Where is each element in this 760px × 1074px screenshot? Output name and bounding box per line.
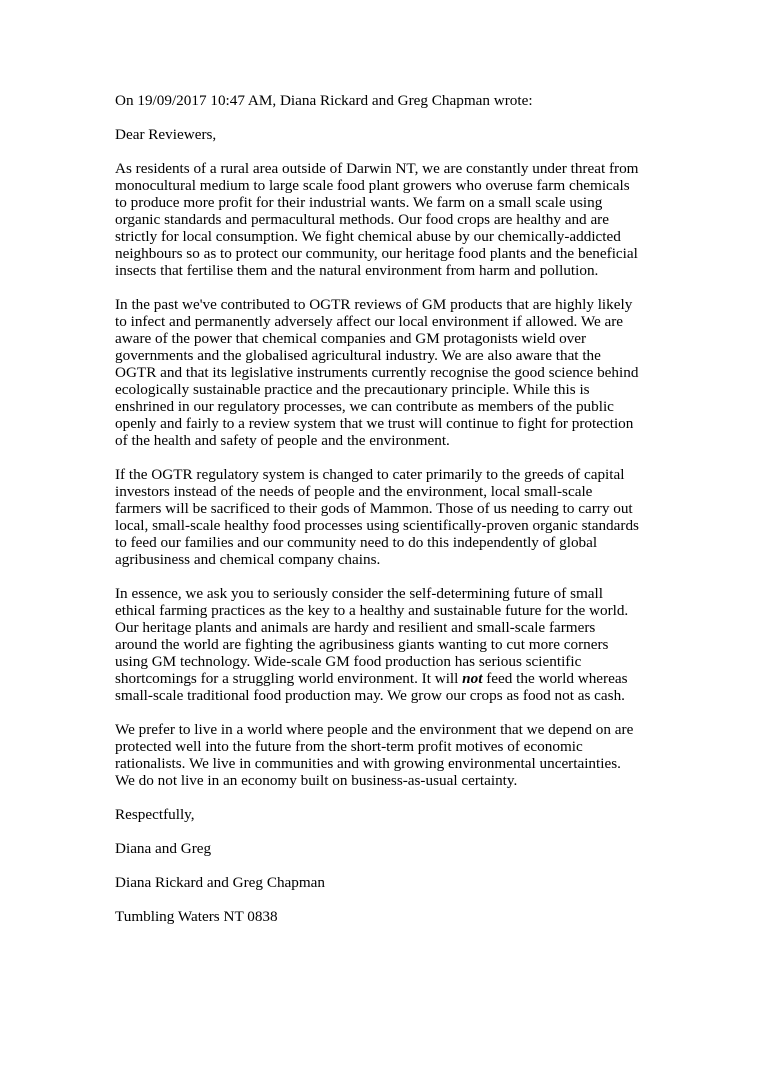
email-header-line: On 19/09/2017 10:47 AM, Diana Rickard and Greg Chapman wrote:	[115, 92, 533, 109]
paragraph-line: If the OGTR regulatory system is changed to cater primarily to the greeds of capital	[115, 466, 625, 483]
salutation: Dear Reviewers,	[115, 126, 217, 143]
full-names: Diana Rickard and Greg Chapman	[115, 874, 326, 891]
paragraph-line: investors instead of the needs of people and the environment, local small-scale	[115, 483, 593, 500]
paragraph-line: ethical farming practices as the key to a healthy and sustainable future for the world.	[115, 602, 629, 619]
paragraph-line: monocultural medium to large scale food plant growers who overuse farm chemicals	[115, 177, 630, 194]
signoff: Diana and Greg	[115, 840, 212, 857]
paragraph-4	[115, 585, 660, 704]
paragraph-1	[115, 160, 660, 279]
paragraph-3	[115, 466, 660, 568]
paragraph-line: Our heritage plants and animals are hardy and resilient and small-scale farmers	[115, 619, 596, 636]
paragraph-line: small-scale traditional food production may. We grow our crops as food not as cash.	[115, 687, 625, 704]
paragraph-line: around the world are fighting the agribusiness giants wanting to cut more corners	[115, 636, 609, 653]
paragraph-line: agribusiness and chemical company chains.	[115, 551, 381, 568]
paragraph-line: aware of the power that chemical companies and GM protagonists wield over	[115, 330, 587, 347]
paragraph-line: strictly for local consumption. We fight chemical abuse by our chemically-addicted	[115, 228, 621, 245]
paragraph-line: organic standards and permacultural methods. Our food crops are healthy and are	[115, 211, 609, 228]
paragraph-line: We prefer to live in a world where people and the environment that we depend on are	[115, 721, 634, 738]
paragraph-line: enshrined in our regulatory processes, we can contribute as members of the public	[115, 398, 614, 415]
paragraph-line: neighbours so as to protect our community, our heritage food plants and the beneficial	[115, 245, 638, 262]
closing: Respectfully,	[115, 806, 195, 823]
paragraph-line: local, small-scale healthy food processes using scientifically-proven organic standards	[115, 517, 639, 534]
line-end: feed the world whereas	[482, 670, 628, 687]
paragraph-line: In essence, we ask you to seriously consider the self-determining future of small	[115, 585, 603, 602]
paragraph-2	[115, 296, 660, 449]
paragraph-line: of the health and safety of people and the environment.	[115, 432, 450, 449]
line-start: shortcomings for a struggling world environment. It will	[115, 670, 463, 687]
paragraph-line: to infect and permanently adversely affect our local environment if allowed. We are	[115, 313, 624, 330]
email-letter	[115, 92, 660, 942]
paragraph-line: insects that fertilise them and the natural environment from harm and pollution.	[115, 262, 599, 279]
paragraph-line: rationalists. We live in communities and with growing environmental uncertainties.	[115, 755, 621, 772]
location: Tumbling Waters NT 0838	[115, 908, 278, 925]
paragraph-5	[115, 721, 660, 789]
paragraph-line: ecologically sustainable practice and the precautionary principle. While this is	[115, 381, 590, 398]
paragraph-line: to produce more profit for their industrial wants. We farm on a small scale using	[115, 194, 603, 211]
paragraph-line: to feed our families and our community need to do this independently of global	[115, 534, 598, 551]
paragraph-line: farmers will be sacrificed to their gods of Mammon. Those of us needing to carry out	[115, 500, 633, 517]
paragraph-line: OGTR and that its legislative instruments currently recognise the good science behind	[115, 364, 639, 381]
paragraph-line: As residents of a rural area outside of Darwin NT, we are constantly under threat from	[115, 160, 639, 177]
paragraph-line: governments and the globalised agricultural industry. We are also aware that the	[115, 347, 601, 364]
paragraph-line: openly and fairly to a review system that we trust will continue to fight for protection	[115, 415, 634, 432]
paragraph-line: protected well into the future from the short-term profit motives of economic	[115, 738, 583, 755]
paragraph-line: In the past we've contributed to OGTR reviews of GM products that are highly likely	[115, 296, 633, 313]
paragraph-line-with-emphasis	[115, 670, 660, 687]
paragraph-line: We do not live in an economy built on business-as-usual certainty.	[115, 772, 518, 789]
emphasis-word: not	[462, 670, 483, 687]
paragraph-line: using GM technology. Wide-scale GM food production has serious scientific	[115, 653, 582, 670]
